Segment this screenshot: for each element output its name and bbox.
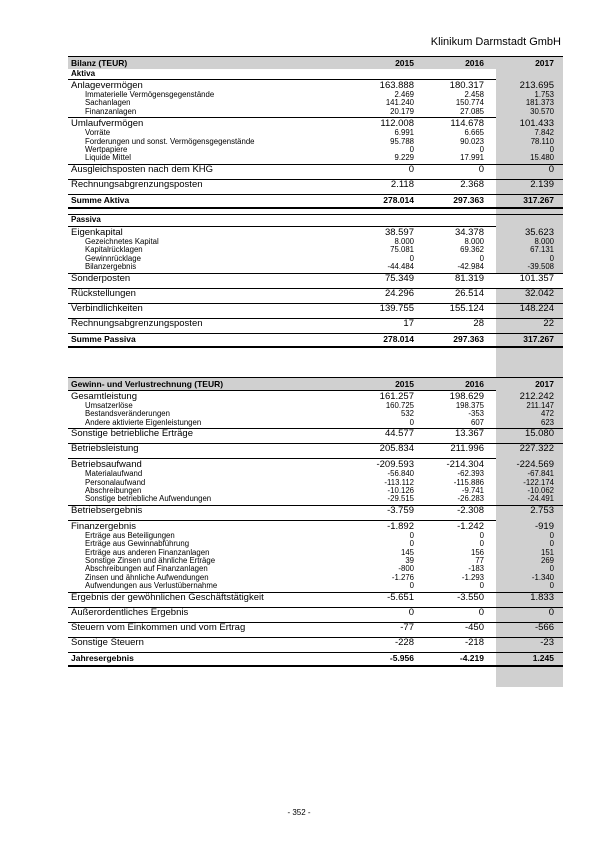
guv-title: Gewinn- und Verlustrechnung (TEUR) [71, 379, 224, 389]
cell-value: 112.008 [380, 118, 414, 130]
cell-value: -1.242 [457, 521, 484, 533]
row-label: Aktiva [71, 69, 96, 78]
cell-value: 20.179 [390, 106, 414, 116]
cell-value: 0 [549, 144, 554, 154]
cell-value: 145 [400, 547, 414, 557]
row-label: Summe Aktiva [71, 195, 130, 206]
row-label: Rückstellungen [71, 287, 136, 299]
table-row [68, 479, 563, 487]
cell-value: 17.991 [460, 153, 484, 163]
cell-value: 205.834 [379, 443, 414, 455]
cell-value: 139.755 [379, 302, 414, 314]
year-label: 2017 [535, 58, 554, 68]
cell-value: 0 [478, 606, 484, 618]
cell-value: 77 [475, 555, 484, 565]
cell-value: 75.349 [384, 272, 414, 284]
year-label: 2015 [395, 58, 414, 68]
cell-value: -3.550 [457, 591, 484, 603]
cell-value: -450 [464, 621, 484, 633]
cell-value: 0 [409, 144, 414, 154]
row-label: Sachanlagen [85, 98, 131, 108]
table-row [68, 146, 563, 154]
cell-value: 0 [479, 531, 484, 541]
row-label: Ergebnis der gewöhnlichen Geschäftstätigkeit [71, 591, 264, 603]
cell-value: 198.375 [455, 401, 484, 410]
row-label: Liquide Mittel [85, 153, 131, 163]
cell-value: 2.458 [464, 90, 484, 99]
cell-value: -10.062 [527, 485, 554, 495]
cell-value: 156 [470, 547, 484, 557]
cell-value: 8.000 [394, 237, 414, 247]
cell-value: 0 [478, 164, 484, 176]
table-row [68, 263, 563, 271]
cell-value: 150.774 [455, 98, 484, 108]
year-label: 2016 [465, 58, 484, 68]
cell-value: 32.042 [524, 287, 554, 299]
cell-value: 0 [408, 164, 414, 176]
cell-value: 0 [409, 539, 414, 549]
cell-value: 15.480 [530, 153, 554, 163]
table-row [68, 622, 563, 637]
cell-value: -44.484 [387, 261, 414, 271]
cell-value: 90.023 [460, 136, 484, 146]
row-label: Betriebsleistung [71, 443, 139, 455]
bilanz-title: Bilanz (TEUR) [71, 58, 128, 68]
table-row [68, 392, 563, 402]
table-row [68, 154, 563, 162]
row-label: Sonstige betriebliche Erträge [71, 428, 193, 440]
cell-value: 148.224 [519, 302, 554, 314]
cell-value: 39 [405, 555, 414, 565]
cell-value: 27.085 [460, 106, 484, 116]
cell-value: -224.569 [516, 459, 554, 471]
cell-value: 78.110 [530, 136, 554, 146]
cell-value: 1.833 [530, 591, 554, 603]
table-row [68, 303, 563, 318]
cell-value: 151 [540, 547, 554, 557]
cell-value: 297.363 [453, 195, 484, 206]
row-label: Abschreibungen auf Finanzanlagen [85, 564, 208, 574]
cell-value: -4.219 [459, 652, 484, 663]
cell-value: 180.317 [449, 80, 484, 91]
cell-value: 607 [470, 417, 484, 427]
cell-value: 0 [479, 580, 484, 590]
cell-value: 95.788 [390, 136, 414, 146]
row-label: Aufwendungen aus Verlustübernahme [85, 580, 218, 590]
cell-value: 8.000 [534, 237, 554, 247]
cell-value: 6.665 [464, 128, 484, 138]
cell-value: -209.593 [376, 459, 414, 471]
cell-value: -1.293 [461, 572, 484, 582]
cell-value: -214.304 [446, 459, 484, 471]
row-label: Erträge aus Gewinnabführung [85, 539, 190, 549]
cell-value: 269 [540, 555, 554, 565]
cell-value: -183 [468, 564, 484, 574]
table-row [68, 505, 563, 520]
cell-value: 0 [479, 253, 484, 263]
table-row [68, 288, 563, 303]
cell-value: 2.118 [390, 179, 414, 191]
cell-value: 161.257 [379, 391, 414, 402]
cell-value: 0 [549, 564, 554, 574]
cell-value: 67.131 [530, 245, 554, 255]
row-label: Wertpapiere [85, 144, 128, 154]
summe-passiva-row [68, 333, 563, 348]
umlaufvermoegen-group [68, 117, 563, 164]
table-row [68, 495, 563, 503]
aktiva-label-row [68, 69, 563, 79]
row-label: Verbindlichkeiten [71, 302, 143, 314]
cell-value: 101.433 [519, 118, 554, 130]
bilanz-header [68, 56, 563, 69]
table-row [68, 119, 563, 129]
cell-value: 0 [409, 580, 414, 590]
cell-value: -3.759 [387, 505, 414, 517]
table-row [68, 607, 563, 622]
row-label: Sonstige Zinsen und ähnliche Erträge [85, 555, 216, 565]
row-label: Passiva [71, 215, 101, 225]
row-label: Bestandsveränderungen [85, 409, 170, 419]
cell-value: 227.322 [519, 443, 554, 455]
cell-value: 0 [549, 539, 554, 549]
cell-value: 69.362 [460, 245, 484, 255]
row-label: Jahresergebnis [71, 652, 134, 663]
cell-value: -10.126 [387, 485, 414, 495]
cell-value: 0 [479, 539, 484, 549]
cell-value: 1.245 [532, 652, 554, 663]
table-row [68, 318, 563, 333]
cell-value: -42.984 [457, 261, 484, 271]
cell-value: 6.991 [394, 128, 414, 138]
cell-value: -122.174 [523, 477, 554, 487]
row-label: Erträge aus anderen Finanzanlagen [85, 547, 210, 557]
eigenkapital-group [68, 226, 563, 273]
row-label: Betriebsergebnis [71, 505, 143, 517]
cell-value: 30.570 [530, 106, 554, 116]
finanzergebnis-group [68, 520, 563, 592]
row-label: Gewinnrücklage [85, 253, 141, 263]
table-row [68, 273, 563, 288]
cell-value: -39.508 [527, 261, 554, 271]
cell-value: 101.357 [519, 272, 554, 284]
cell-value: 317.267 [523, 333, 554, 344]
row-label: Personalaufwand [85, 477, 146, 487]
table-row [68, 637, 563, 652]
row-label: Außerordentliches Ergebnis [71, 606, 189, 618]
table-row [68, 255, 563, 263]
page-number: - 352 - [287, 808, 311, 817]
cell-value: 278.014 [383, 195, 414, 206]
table-row [68, 419, 563, 427]
cell-value: 278.014 [383, 333, 414, 344]
table-row [68, 179, 563, 194]
cell-value: -1.340 [531, 572, 554, 582]
cell-value: -566 [534, 621, 554, 633]
cell-value: 181.373 [525, 98, 554, 108]
year-label: 2015 [395, 379, 414, 389]
cell-value: 2.368 [460, 179, 484, 191]
cell-value: 0 [408, 606, 414, 618]
cell-value: 211.996 [450, 443, 484, 455]
betriebsaufwand-group [68, 458, 563, 505]
cell-value: 211.147 [526, 401, 554, 410]
cell-value: -67.841 [527, 469, 554, 479]
cell-value: -5.956 [389, 652, 414, 663]
table-row [68, 592, 563, 607]
cell-value: -26.283 [457, 494, 484, 504]
cell-value: 81.319 [454, 272, 484, 284]
cell-value: -23 [540, 636, 554, 648]
cell-value: 75.081 [390, 245, 414, 255]
cell-value: 472 [540, 409, 554, 419]
company-header: Klinikum Darmstadt GmbH [430, 36, 561, 48]
cell-value: 7.842 [534, 128, 554, 138]
cell-value: 0 [409, 417, 414, 427]
cell-value: 38.597 [384, 227, 414, 239]
cell-value: -919 [534, 521, 554, 533]
guv-header [68, 377, 563, 390]
row-label: Eigenkapital [71, 227, 123, 239]
cell-value: 212.242 [519, 391, 554, 402]
row-label: Abschreibungen [85, 485, 142, 495]
table-row [68, 460, 563, 470]
row-label: Andere aktivierte Eigenleistungen [85, 417, 202, 427]
cell-value: 2.753 [530, 505, 554, 517]
cell-value: 2.469 [394, 90, 414, 99]
cell-value: 9.229 [394, 153, 414, 163]
cell-value: 163.888 [379, 80, 414, 91]
table-row [68, 428, 563, 443]
cell-value: 22 [543, 317, 554, 329]
cell-value: 17 [403, 317, 414, 329]
row-label: Vorräte [85, 128, 111, 138]
cell-value: -24.491 [527, 494, 554, 504]
cell-value: 44.577 [384, 428, 414, 440]
table-row [68, 443, 563, 458]
row-label: Immaterielle Vermögensgegenstände [85, 90, 215, 99]
cell-value: 0 [479, 144, 484, 154]
cell-value: 623 [540, 417, 554, 427]
cell-value: 0 [548, 164, 554, 176]
cell-value: 160.725 [385, 401, 414, 410]
cell-value: 1.753 [534, 90, 554, 99]
gesamtleistung-group [68, 390, 563, 428]
row-label: Rechnungsabgrenzungsposten [71, 179, 203, 191]
cell-value: 297.363 [453, 333, 484, 344]
cell-value: -1.892 [387, 521, 414, 533]
table-row [68, 108, 563, 116]
guv-table [68, 377, 563, 667]
cell-value: -77 [400, 621, 414, 633]
cell-value: -115.886 [453, 477, 484, 487]
cell-value: -1.276 [391, 572, 414, 582]
cell-value: 0 [549, 580, 554, 590]
cell-value: 155.124 [449, 302, 484, 314]
cell-value: -228 [394, 636, 414, 648]
table-row [68, 99, 563, 107]
row-label: Gesamtleistung [71, 391, 138, 402]
row-label: Sonstige betriebliche Aufwendungen [85, 494, 212, 504]
cell-value: 198.629 [449, 391, 484, 402]
cell-value: 13.367 [454, 428, 484, 440]
row-label: Umlaufvermögen [71, 118, 144, 130]
cell-value: 28 [473, 317, 484, 329]
row-label: Zinsen und ähnliche Aufwendungen [85, 572, 209, 582]
table-row [68, 91, 563, 99]
cell-value: 34.378 [454, 227, 484, 239]
cell-value: -800 [398, 564, 414, 574]
cell-value: 24.296 [384, 287, 414, 299]
cell-value: -2.308 [457, 505, 484, 517]
row-label: Gezeichnetes Kapital [85, 237, 159, 247]
row-label: Finanzergebnis [71, 521, 136, 533]
row-label: Umsatzerlöse [85, 401, 133, 410]
table-row [68, 246, 563, 254]
table-row [68, 582, 563, 590]
cell-value: 0 [549, 253, 554, 263]
cell-value: 35.623 [524, 227, 554, 239]
row-label: Materialaufwand [85, 469, 143, 479]
cell-value: 317.267 [523, 195, 554, 206]
cell-value: 213.695 [519, 80, 554, 91]
cell-value: -29.515 [387, 494, 414, 504]
year-label: 2016 [465, 379, 484, 389]
row-label: Sonderposten [71, 272, 131, 284]
row-label: Bilanzergebnis [85, 261, 137, 271]
row-label: Kapitalrücklagen [85, 245, 143, 255]
row-label: Forderungen und sonst. Vermögensgegenstände [85, 136, 255, 146]
cell-value: 141.240 [385, 98, 414, 108]
cell-value: 532 [400, 409, 414, 419]
anlagevermoegen-group [68, 79, 563, 117]
cell-value: 0 [549, 531, 554, 541]
year-label: 2017 [535, 379, 554, 389]
row-label: Sonstige Steuern [71, 636, 144, 648]
cell-value: 2.139 [530, 179, 554, 191]
cell-value: -62.393 [457, 469, 484, 479]
passiva-label-row [68, 214, 563, 226]
table-row [68, 164, 563, 179]
cell-value: -9.741 [461, 485, 484, 495]
row-label: Rechnungsabgrenzungsposten [71, 317, 203, 329]
cell-value: -218 [464, 636, 484, 648]
summe-aktiva-row [68, 194, 563, 209]
row-label: Finanzanlagen [85, 106, 137, 116]
cell-value: -5.651 [387, 591, 414, 603]
bilanz-table [68, 56, 563, 348]
cell-value: 0 [548, 606, 554, 618]
cell-value: 114.678 [450, 118, 484, 130]
cell-value: 0 [409, 531, 414, 541]
cell-value: -56.840 [387, 469, 414, 479]
cell-value: 15.080 [524, 428, 554, 440]
cell-value: 8.000 [464, 237, 484, 247]
table-row [68, 138, 563, 146]
row-label: Ausgleichsposten nach dem KHG [71, 164, 214, 176]
cell-value: -353 [468, 409, 484, 419]
row-label: Betriebsaufwand [71, 459, 142, 471]
jahresergebnis-row [68, 652, 563, 667]
row-label: Anlagevermögen [71, 80, 143, 91]
cell-value: 26.514 [454, 287, 484, 299]
cell-value: 0 [409, 253, 414, 263]
cell-value: -113.112 [384, 477, 414, 487]
row-label: Steuern vom Einkommen und vom Ertrag [71, 621, 246, 633]
row-label: Erträge aus Beteiligungen [85, 531, 175, 541]
row-label: Summe Passiva [71, 333, 136, 344]
